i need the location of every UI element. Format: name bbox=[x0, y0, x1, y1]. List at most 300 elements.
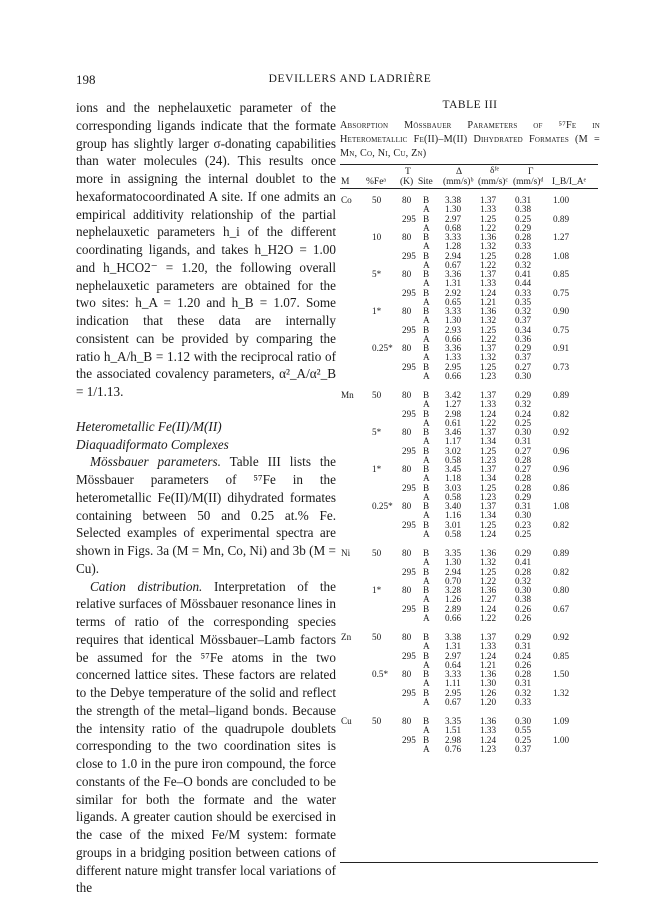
cell-temperature: 80 bbox=[402, 548, 412, 558]
cell-site: A bbox=[423, 473, 430, 484]
cell-delta: 3.01 bbox=[445, 519, 462, 530]
cell-delta-fe: 1.33 bbox=[480, 641, 497, 652]
cell-delta: 3.28 bbox=[445, 585, 462, 595]
cell-delta-fe: 1.37 bbox=[480, 464, 497, 474]
cell-delta-fe: 1.23 bbox=[480, 370, 497, 381]
cell-gamma: 0.33 bbox=[515, 696, 532, 707]
page-number: 198 bbox=[76, 72, 96, 87]
cell-gamma: 0.30 bbox=[515, 370, 532, 381]
cell-gamma: 0.31 bbox=[515, 641, 532, 652]
cell-delta-fe: 1.36 bbox=[480, 306, 497, 316]
cell-site: A bbox=[423, 278, 430, 289]
cell-delta: 3.42 bbox=[445, 390, 462, 400]
paragraph-lead: Mössbauer parameters. bbox=[90, 454, 221, 470]
cell-gamma: 0.32 bbox=[515, 259, 532, 270]
cell-fe-percent: 50 bbox=[372, 390, 382, 400]
cell-site: A bbox=[423, 696, 430, 707]
cell-site: B bbox=[423, 445, 430, 456]
cell-site: B bbox=[423, 548, 430, 558]
cell-delta-fe: 1.34 bbox=[480, 473, 497, 484]
cell-site: A bbox=[423, 370, 430, 381]
cell-delta-fe: 1.23 bbox=[480, 491, 497, 502]
cell-gamma: 0.30 bbox=[515, 510, 532, 521]
cell-site: A bbox=[423, 612, 430, 623]
cell-delta: 3.03 bbox=[445, 482, 462, 493]
cell-site: B bbox=[423, 566, 430, 577]
cell-delta-fe: 1.22 bbox=[480, 222, 497, 233]
metal-label: Zn bbox=[341, 632, 352, 642]
cell-temperature: 80 bbox=[402, 669, 412, 679]
cell-fe-percent: 5* bbox=[372, 427, 382, 437]
cell-intensity-ratio: 1.09 bbox=[553, 716, 570, 726]
cell-delta-fe: 1.21 bbox=[480, 296, 497, 307]
cell-gamma: 0.38 bbox=[515, 594, 532, 605]
cell-temperature: 295 bbox=[402, 482, 416, 493]
cell-gamma: 0.31 bbox=[515, 195, 532, 205]
cell-delta: 3.35 bbox=[445, 716, 462, 726]
cell-intensity-ratio: 0.89 bbox=[553, 548, 570, 558]
cell-delta-fe: 1.24 bbox=[480, 650, 497, 661]
cell-delta: 2.97 bbox=[445, 213, 462, 224]
cell-site: B bbox=[423, 603, 430, 614]
cell-delta-fe: 1.24 bbox=[480, 734, 497, 745]
cell-gamma: 0.27 bbox=[515, 445, 532, 456]
cell-gamma: 0.24 bbox=[515, 408, 532, 419]
cell-fe-percent: 1* bbox=[372, 585, 382, 595]
cell-delta-fe: 1.24 bbox=[480, 528, 497, 539]
cell-delta: 3.33 bbox=[445, 669, 462, 679]
cell-site: A bbox=[423, 222, 430, 233]
cell-site: A bbox=[423, 315, 430, 326]
cell-intensity-ratio: 0.86 bbox=[553, 482, 570, 493]
table-title: TABLE III bbox=[442, 99, 498, 111]
cell-delta-fe: 1.32 bbox=[480, 315, 497, 326]
cell-intensity-ratio: 0.90 bbox=[553, 306, 570, 316]
cell-delta: 0.61 bbox=[445, 417, 462, 428]
cell-delta: 3.46 bbox=[445, 427, 462, 437]
cell-temperature: 80 bbox=[402, 632, 412, 642]
cell-gamma: 0.28 bbox=[515, 250, 532, 261]
cell-delta: 1.27 bbox=[445, 399, 462, 410]
metal-label: Cu bbox=[341, 716, 352, 726]
cell-intensity-ratio: 0.73 bbox=[553, 361, 570, 372]
cell-temperature: 295 bbox=[402, 250, 416, 261]
cell-fe-percent: 50 bbox=[372, 195, 382, 205]
cell-site: A bbox=[423, 204, 430, 215]
header-gamma: Γ bbox=[528, 167, 534, 177]
cell-delta-fe: 1.37 bbox=[480, 501, 497, 511]
cell-delta-fe: 1.33 bbox=[480, 204, 497, 215]
cell-site: A bbox=[423, 557, 430, 568]
cell-delta-fe: 1.25 bbox=[480, 361, 497, 372]
paragraph-body: Interpretation of the relative surfaces of Mössbauer resonance lines in terms of ratio of the corresponding species requires that identical Mössbauer–Lamb factors be assumed for the ⁵⁷Fe atoms in the two concerned lattice sites. These factors are related to the Debye temperature of the solid and reflect the strength of the metal–ligand bonds. Because the intensity ratio of the quadrupole doublets corresponding to the two coordination sites is close to 1.0 in the pure iron compound, the force constants of the Fe–O bonds are concluded to be similar for both the formate and the water ligands. A greater caution should be exercised in the case of the mixed Fe/M system: formate groups in a bridging position between cations of different nature might transfer local variations of the bbox=[76, 578, 336, 896]
cell-delta-fe: 1.22 bbox=[480, 417, 497, 428]
cell-site: A bbox=[423, 641, 430, 652]
cell-site: A bbox=[423, 678, 430, 689]
cell-fe-percent: 10 bbox=[372, 232, 382, 242]
cell-gamma: 0.32 bbox=[515, 306, 532, 316]
cell-delta-fe: 1.21 bbox=[480, 659, 497, 670]
metal-label: Co bbox=[341, 195, 352, 205]
cell-intensity-ratio: 0.92 bbox=[553, 427, 570, 437]
cell-delta: 1.26 bbox=[445, 594, 462, 605]
cell-gamma: 0.34 bbox=[515, 324, 532, 335]
cell-gamma: 0.41 bbox=[515, 557, 532, 568]
metal-label: Mn bbox=[341, 390, 354, 400]
cell-delta: 2.92 bbox=[445, 287, 462, 298]
cell-gamma: 0.37 bbox=[515, 352, 532, 363]
cell-delta: 3.33 bbox=[445, 232, 462, 242]
cell-fe-percent: 1* bbox=[372, 464, 382, 474]
cell-delta: 1.31 bbox=[445, 641, 462, 652]
cell-delta: 1.30 bbox=[445, 315, 462, 326]
cell-intensity-ratio: 1.50 bbox=[553, 669, 570, 679]
cell-delta-fe: 1.25 bbox=[480, 213, 497, 224]
cell-delta: 1.18 bbox=[445, 473, 462, 484]
cell-delta-fe: 1.25 bbox=[480, 482, 497, 493]
cell-temperature: 80 bbox=[402, 269, 412, 279]
metal-label: Ni bbox=[341, 548, 351, 558]
cell-site: B bbox=[423, 361, 430, 372]
cell-delta: 0.65 bbox=[445, 296, 462, 307]
cell-delta: 0.58 bbox=[445, 454, 462, 465]
cell-delta-fe: 1.36 bbox=[480, 585, 497, 595]
cell-delta: 3.40 bbox=[445, 501, 462, 511]
cell-site: A bbox=[423, 259, 430, 270]
cell-temperature: 80 bbox=[402, 232, 412, 242]
cell-temperature: 80 bbox=[402, 501, 412, 511]
running-head: DEVILLERS AND LADRIÈRE bbox=[268, 73, 432, 85]
cell-intensity-ratio: 0.89 bbox=[553, 213, 570, 224]
cell-delta-fe: 1.33 bbox=[480, 278, 497, 289]
cell-gamma: 0.26 bbox=[515, 603, 532, 614]
cell-site: B bbox=[423, 650, 430, 661]
cell-delta: 0.67 bbox=[445, 259, 462, 270]
cell-delta-fe: 1.25 bbox=[480, 445, 497, 456]
cell-site: A bbox=[423, 528, 430, 539]
cell-delta: 1.30 bbox=[445, 204, 462, 215]
cell-gamma: 0.41 bbox=[515, 269, 532, 279]
cell-delta: 2.94 bbox=[445, 566, 462, 577]
column-header: (mm/s)ᵈ bbox=[513, 177, 544, 187]
cell-fe-percent: 50 bbox=[372, 716, 382, 726]
cell-intensity-ratio: 0.67 bbox=[553, 603, 570, 614]
cell-intensity-ratio: 0.96 bbox=[553, 464, 570, 474]
cell-site: B bbox=[423, 213, 430, 224]
cell-temperature: 80 bbox=[402, 464, 412, 474]
cell-gamma: 0.30 bbox=[515, 716, 532, 726]
cell-delta: 0.67 bbox=[445, 696, 462, 707]
cell-delta: 1.33 bbox=[445, 352, 462, 363]
cell-delta: 2.97 bbox=[445, 650, 462, 661]
cell-delta: 1.17 bbox=[445, 436, 462, 447]
header-delta: Δ bbox=[456, 167, 463, 177]
cell-gamma: 0.25 bbox=[515, 213, 532, 224]
cell-gamma: 0.44 bbox=[515, 278, 532, 289]
cell-delta-fe: 1.22 bbox=[480, 333, 497, 344]
cell-delta-fe: 1.36 bbox=[480, 669, 497, 679]
cell-delta: 2.93 bbox=[445, 324, 462, 335]
cell-delta-fe: 1.23 bbox=[480, 454, 497, 465]
cell-gamma: 0.25 bbox=[515, 528, 532, 539]
cell-gamma: 0.31 bbox=[515, 678, 532, 689]
cell-site: B bbox=[423, 232, 430, 242]
cell-delta-fe: 1.33 bbox=[480, 725, 497, 736]
cell-site: B bbox=[423, 482, 430, 493]
cell-temperature: 295 bbox=[402, 408, 416, 419]
cell-site: B bbox=[423, 250, 430, 261]
cell-delta-fe: 1.36 bbox=[480, 548, 497, 558]
cell-site: B bbox=[423, 687, 430, 698]
cell-delta-fe: 1.37 bbox=[480, 195, 497, 205]
cell-delta: 0.70 bbox=[445, 575, 462, 586]
cell-delta: 2.94 bbox=[445, 250, 462, 261]
cell-site: A bbox=[423, 725, 430, 736]
cell-intensity-ratio: 1.08 bbox=[553, 250, 570, 261]
cell-gamma: 0.36 bbox=[515, 333, 532, 344]
cell-gamma: 0.25 bbox=[515, 417, 532, 428]
cell-delta-fe: 1.20 bbox=[480, 696, 497, 707]
cell-delta-fe: 1.37 bbox=[480, 269, 497, 279]
cell-delta-fe: 1.24 bbox=[480, 408, 497, 419]
cell-temperature: 295 bbox=[402, 324, 416, 335]
cell-site: A bbox=[423, 417, 430, 428]
cell-site: A bbox=[423, 241, 430, 252]
cell-gamma: 0.30 bbox=[515, 427, 532, 437]
cell-intensity-ratio: 0.89 bbox=[553, 390, 570, 400]
cell-site: B bbox=[423, 585, 430, 595]
cell-delta: 2.89 bbox=[445, 603, 462, 614]
cell-gamma: 0.28 bbox=[515, 473, 532, 484]
cell-fe-percent: 0.25* bbox=[372, 501, 393, 511]
cell-site: B bbox=[423, 632, 430, 642]
cell-gamma: 0.26 bbox=[515, 612, 532, 623]
cell-temperature: 80 bbox=[402, 343, 412, 353]
cell-fe-percent: 50 bbox=[372, 548, 382, 558]
cell-fe-percent: 50 bbox=[372, 632, 382, 642]
cell-gamma: 0.29 bbox=[515, 491, 532, 502]
cell-site: B bbox=[423, 408, 430, 419]
cell-fe-percent: 5* bbox=[372, 269, 382, 279]
cell-delta: 1.28 bbox=[445, 241, 462, 252]
cell-delta-fe: 1.32 bbox=[480, 352, 497, 363]
cell-delta: 0.68 bbox=[445, 222, 462, 233]
cell-delta-fe: 1.33 bbox=[480, 399, 497, 410]
cell-gamma: 0.29 bbox=[515, 390, 532, 400]
cell-site: A bbox=[423, 352, 430, 363]
cell-delta: 2.95 bbox=[445, 687, 462, 698]
cell-gamma: 0.24 bbox=[515, 650, 532, 661]
cell-site: B bbox=[423, 306, 430, 316]
cell-temperature: 80 bbox=[402, 716, 412, 726]
cell-gamma: 0.32 bbox=[515, 575, 532, 586]
cell-delta: 3.36 bbox=[445, 269, 462, 279]
table-caption: Absorption Mössbauer Parameters of ⁵⁷Fe in Heterometallic Fe(II)–M(II) Dihydrated Formates (M = Mn, Co, Ni, Cu, Zn) bbox=[340, 120, 600, 159]
cell-site: B bbox=[423, 669, 430, 679]
cell-site: B bbox=[423, 343, 430, 353]
cell-delta: 2.98 bbox=[445, 734, 462, 745]
cell-gamma: 0.29 bbox=[515, 343, 532, 353]
cell-intensity-ratio: 1.08 bbox=[553, 501, 570, 511]
cell-gamma: 0.28 bbox=[515, 566, 532, 577]
column-header: Site bbox=[418, 177, 433, 187]
cell-delta-fe: 1.25 bbox=[480, 519, 497, 530]
cell-gamma: 0.32 bbox=[515, 399, 532, 410]
cell-site: B bbox=[423, 519, 430, 530]
cell-temperature: 295 bbox=[402, 445, 416, 456]
paragraph-nephelauxetic: ions and the nephelauxetic parameter of the corresponding ligands indicate that the formate group has slightly larger σ-donating capabilities than water molecules (24). This results once more in assigning the internal doublet to the hexaformatocoordinated A site. If one admits an empirical additivity relationship of the partial nephelauxetic parameters h_i of the different coordinating ligands, and takes h_H2O = 1.00 and h_HCO2⁻ = 1.20, the following overall nephelauxetic parameters are obtained for the two sites: h_A = 1.20 and h_B = 1.07. Some indication that these data are internally consistent can be provided by comparing the ratio h_A/h_B = 1.12 with the reciprocal ratio of the associated covalency parameters, α²_A/α²_B = 1/1.13. bbox=[76, 100, 336, 399]
cell-delta-fe: 1.27 bbox=[480, 594, 497, 605]
paragraph-body: Table III lists the Mössbauer parameters of ⁵⁷Fe in the heterometallic Fe(II)/M(II) dihydrated formates containing between 50 and 0.25 at.% Fe. Selected examples of experimental spectra are shown in Figs. 3a (M = Mn, Co, Ni) and 3b (M = Cu). bbox=[76, 454, 336, 576]
cell-delta-fe: 1.24 bbox=[480, 287, 497, 298]
cell-site: A bbox=[423, 575, 430, 586]
cell-intensity-ratio: 1.32 bbox=[553, 687, 570, 698]
cell-gamma: 0.35 bbox=[515, 296, 532, 307]
cell-delta-fe: 1.30 bbox=[480, 678, 497, 689]
cell-delta-fe: 1.37 bbox=[480, 390, 497, 400]
cell-site: B bbox=[423, 427, 430, 437]
cell-delta: 1.31 bbox=[445, 278, 462, 289]
cell-gamma: 0.55 bbox=[515, 725, 532, 736]
cell-temperature: 80 bbox=[402, 195, 412, 205]
column-header: M bbox=[341, 177, 350, 187]
cell-delta: 1.16 bbox=[445, 510, 462, 521]
cell-delta-fe: 1.24 bbox=[480, 603, 497, 614]
cell-delta-fe: 1.32 bbox=[480, 241, 497, 252]
cell-intensity-ratio: 0.91 bbox=[553, 343, 570, 353]
cell-delta: 3.38 bbox=[445, 195, 462, 205]
column-header: I_B/I_Aᵉ bbox=[552, 177, 587, 187]
cell-site: A bbox=[423, 454, 430, 465]
cell-site: A bbox=[423, 659, 430, 670]
cell-delta-fe: 1.37 bbox=[480, 632, 497, 642]
paragraph-lead: Cation distribution. bbox=[90, 578, 203, 594]
cell-site: A bbox=[423, 296, 430, 307]
header-T: T bbox=[405, 167, 411, 177]
cell-gamma: 0.31 bbox=[515, 501, 532, 511]
cell-temperature: 295 bbox=[402, 213, 416, 224]
cell-gamma: 0.23 bbox=[515, 519, 532, 530]
cell-temperature: 295 bbox=[402, 650, 416, 661]
cell-temperature: 80 bbox=[402, 585, 412, 595]
cell-site: B bbox=[423, 324, 430, 335]
cell-gamma: 0.29 bbox=[515, 548, 532, 558]
cell-fe-percent: 1* bbox=[372, 306, 382, 316]
cell-gamma: 0.28 bbox=[515, 482, 532, 493]
cell-intensity-ratio: 0.92 bbox=[553, 632, 570, 642]
cell-intensity-ratio: 1.27 bbox=[553, 232, 570, 242]
cell-delta-fe: 1.26 bbox=[480, 687, 497, 698]
cell-intensity-ratio: 1.00 bbox=[553, 195, 570, 205]
cell-gamma: 0.37 bbox=[515, 315, 532, 326]
cell-delta-fe: 1.25 bbox=[480, 566, 497, 577]
cell-delta: 0.58 bbox=[445, 528, 462, 539]
cell-fe-percent: 0.25* bbox=[372, 343, 393, 353]
cell-delta-fe: 1.25 bbox=[480, 250, 497, 261]
cell-site: B bbox=[423, 716, 430, 726]
cell-delta-fe: 1.22 bbox=[480, 259, 497, 270]
cell-delta-fe: 1.34 bbox=[480, 510, 497, 521]
cell-site: B bbox=[423, 287, 430, 298]
column-header: (mm/s)ᶜ bbox=[478, 177, 508, 187]
cell-site: A bbox=[423, 510, 430, 521]
cell-temperature: 295 bbox=[402, 687, 416, 698]
cell-gamma: 0.29 bbox=[515, 222, 532, 233]
cell-delta: 3.02 bbox=[445, 445, 462, 456]
cell-delta: 3.35 bbox=[445, 548, 462, 558]
cell-delta: 3.45 bbox=[445, 464, 462, 474]
cell-temperature: 295 bbox=[402, 734, 416, 745]
cell-gamma: 0.31 bbox=[515, 436, 532, 447]
cell-delta-fe: 1.25 bbox=[480, 324, 497, 335]
cell-delta: 3.38 bbox=[445, 632, 462, 642]
cell-site: A bbox=[423, 743, 430, 754]
cell-gamma: 0.28 bbox=[515, 232, 532, 242]
cell-temperature: 295 bbox=[402, 519, 416, 530]
cell-delta-fe: 1.22 bbox=[480, 612, 497, 623]
cell-delta: 1.30 bbox=[445, 557, 462, 568]
cell-gamma: 0.27 bbox=[515, 464, 532, 474]
cell-site: B bbox=[423, 269, 430, 279]
cell-gamma: 0.26 bbox=[515, 659, 532, 670]
column-header: (mm/s)ᵇ bbox=[443, 177, 474, 187]
cell-site: B bbox=[423, 390, 430, 400]
cell-temperature: 80 bbox=[402, 306, 412, 316]
cell-temperature: 295 bbox=[402, 603, 416, 614]
cell-temperature: 295 bbox=[402, 361, 416, 372]
section-heading-line2: Diaquadiformato Complexes bbox=[76, 436, 229, 452]
cell-delta-fe: 1.36 bbox=[480, 232, 497, 242]
cell-site: A bbox=[423, 399, 430, 410]
cell-delta: 0.76 bbox=[445, 743, 462, 754]
cell-intensity-ratio: 0.96 bbox=[553, 445, 570, 456]
cell-gamma: 0.33 bbox=[515, 241, 532, 252]
cell-delta: 2.98 bbox=[445, 408, 462, 419]
column-header: (K) bbox=[400, 177, 414, 187]
cell-gamma: 0.27 bbox=[515, 361, 532, 372]
cell-site: A bbox=[423, 594, 430, 605]
cell-delta-fe: 1.22 bbox=[480, 575, 497, 586]
column-header: %Feᵃ bbox=[366, 177, 387, 187]
cell-site: A bbox=[423, 436, 430, 447]
cell-gamma: 0.32 bbox=[515, 687, 532, 698]
cell-delta-fe: 1.37 bbox=[480, 427, 497, 437]
cell-delta: 1.11 bbox=[445, 678, 461, 689]
cell-site: A bbox=[423, 333, 430, 344]
cell-gamma: 0.38 bbox=[515, 204, 532, 215]
cell-temperature: 295 bbox=[402, 287, 416, 298]
cell-site: A bbox=[423, 491, 430, 502]
section-heading-line1: Heterometallic Fe(II)/M(II) bbox=[76, 418, 222, 434]
cell-site: B bbox=[423, 464, 430, 474]
cell-site: B bbox=[423, 734, 430, 745]
cell-delta: 2.95 bbox=[445, 361, 462, 372]
cell-fe-percent: 0.5* bbox=[372, 669, 389, 679]
cell-gamma: 0.25 bbox=[515, 734, 532, 745]
cell-gamma: 0.37 bbox=[515, 743, 532, 754]
cell-gamma: 0.33 bbox=[515, 287, 532, 298]
cell-delta-fe: 1.23 bbox=[480, 743, 497, 754]
cell-intensity-ratio: 0.85 bbox=[553, 269, 570, 279]
cell-delta: 0.66 bbox=[445, 370, 462, 381]
cell-site: B bbox=[423, 195, 430, 205]
cell-intensity-ratio: 1.00 bbox=[553, 734, 570, 745]
cell-intensity-ratio: 0.85 bbox=[553, 650, 570, 661]
cell-delta: 0.66 bbox=[445, 333, 462, 344]
cell-delta-fe: 1.34 bbox=[480, 436, 497, 447]
cell-gamma: 0.30 bbox=[515, 585, 532, 595]
cell-temperature: 80 bbox=[402, 390, 412, 400]
